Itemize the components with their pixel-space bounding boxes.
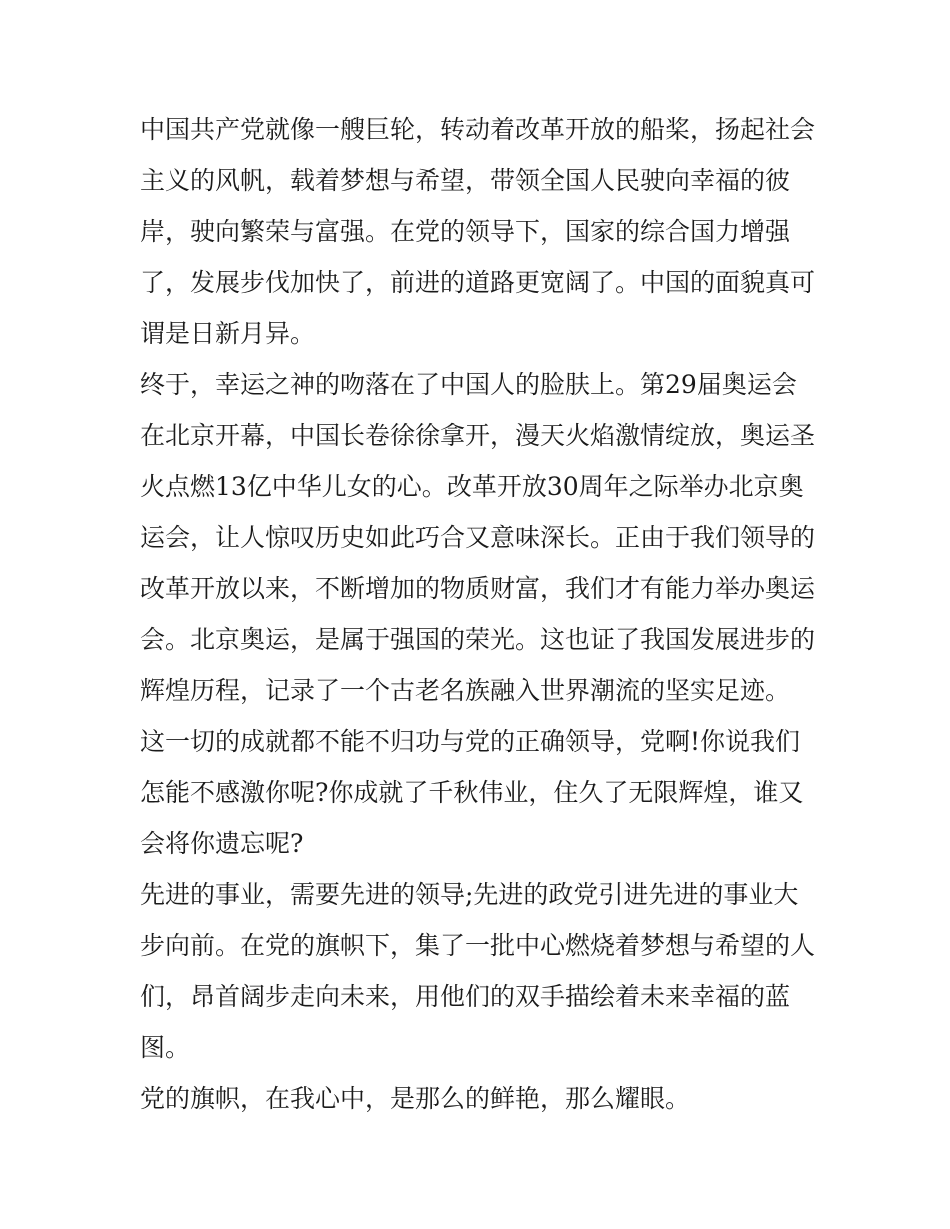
- document-body: [140, 104, 830, 1124]
- text-line: 党的旗帜，在我心中，是那么的鲜艳，那么耀眼。: [140, 1084, 691, 1113]
- text-line: 运会，让人惊叹历史如此巧合又意味深长。正由于我们领导的: [140, 523, 816, 552]
- text-line: 会。北京奥运，是属于强国的荣光。这也证了我国发展进步的: [140, 625, 816, 654]
- text-line: 这一切的成就都不能不归功与党的正确领导，党啊!你说我们: [140, 727, 801, 756]
- text-line: 怎能不感激你呢?你成就了千秋伟业，住久了无限辉煌，谁又: [140, 778, 804, 807]
- text-line: 主义的风帆，载着梦想与希望，带领全国人民驶向幸福的彼: [140, 166, 791, 195]
- text-line: 步向前。在党的旗帜下，集了一批中心燃烧着梦想与希望的人: [140, 931, 816, 960]
- text-line: 图。: [140, 1033, 191, 1062]
- text-line: 中国共产党就像一艘巨轮，转动着改革开放的船桨，扬起社会: [140, 115, 816, 144]
- text-line: 火点燃13亿中华儿女的心。改革开放30周年之际举办北京奥: [140, 472, 804, 501]
- text-line: 岸，驶向繁荣与富强。在党的领导下，国家的综合国力增强: [140, 217, 791, 246]
- text-line: 辉煌历程，记录了一个古老名族融入世界潮流的坚实足迹。: [140, 676, 791, 705]
- text-line: 们，昂首阔步走向未来，用他们的双手描绘着未来幸福的蓝: [140, 982, 791, 1011]
- text-line: 谓是日新月异。: [140, 319, 316, 348]
- text-line: 会将你遗忘呢?: [140, 829, 304, 858]
- text-line: 在北京开幕，中国长卷徐徐拿开，漫天火焰激情绽放，奥运圣: [140, 421, 816, 450]
- text-line: 先进的事业，需要先进的领导;先进的政党引进先进的事业大: [140, 880, 799, 909]
- text-line: 改革开放以来，不断增加的物质财富，我们才有能力举办奥运: [140, 574, 816, 603]
- text-line: 了，发展步伐加快了，前进的道路更宽阔了。中国的面貌真可: [140, 268, 816, 297]
- text-line: 终于，幸运之神的吻落在了中国人的脸肤上。第29届奥运会: [140, 370, 797, 399]
